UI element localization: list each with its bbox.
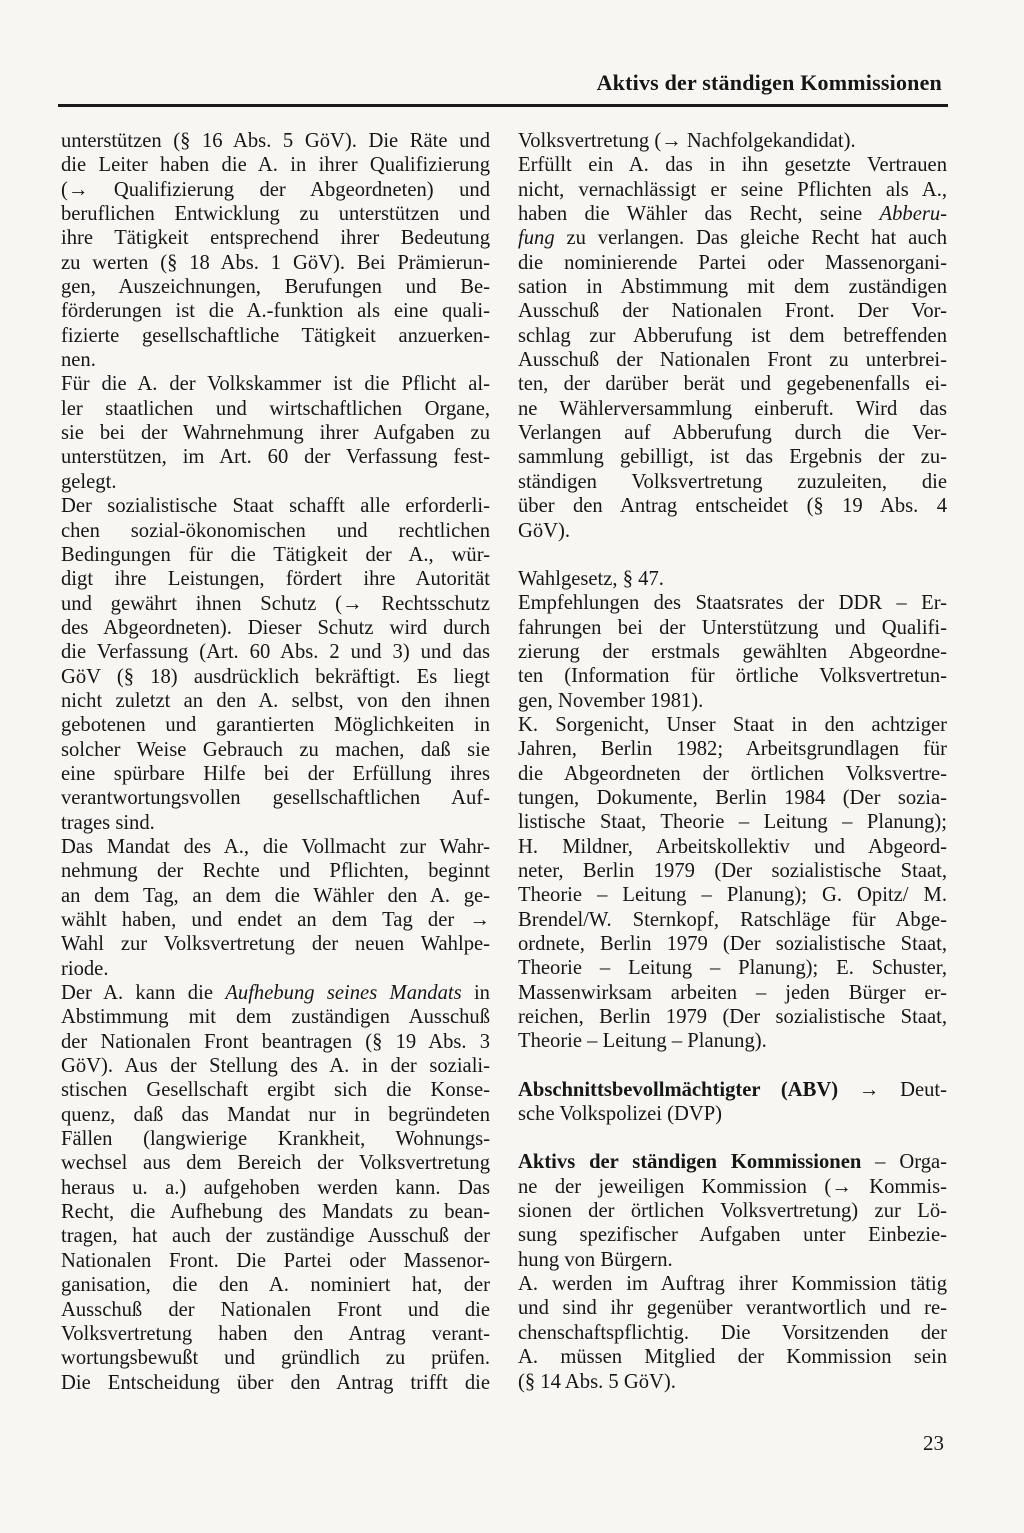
right-column bbox=[518, 129, 947, 1394]
text-line: die nominierende Partei oder Massenorgani- bbox=[518, 251, 947, 274]
italic-term: Abberu- bbox=[879, 203, 947, 226]
text-line: sation in Abstimmung mit dem zuständigen bbox=[518, 276, 947, 299]
reference-line: neter, Berlin 1979 (Der sozialistische Staat, bbox=[518, 859, 947, 882]
header-rule bbox=[58, 104, 948, 107]
reference-line: Empfehlungen des Staatsrates der DDR – Er- bbox=[518, 592, 947, 615]
text-line: fizierte gesellschaftliche Tätigkeit anzuerken- bbox=[61, 324, 490, 347]
text-line: Für die A. der Volkskammer ist die Pflicht al- bbox=[61, 373, 490, 396]
cross-reference: → Deut- bbox=[838, 1078, 947, 1101]
reference-line: Massenwirksam arbeiten – jeden Bürger er- bbox=[518, 981, 947, 1004]
aktivs-entry-line: chenschaftspflichtig. Die Vorsitzenden der bbox=[518, 1321, 947, 1344]
reference-line: H. Mildner, Arbeitskollektiv und Abgeord- bbox=[518, 835, 947, 858]
text-line: Bedingungen für die Tätigkeit der A., wür- bbox=[61, 543, 490, 566]
text-run: – Orga- bbox=[861, 1151, 947, 1174]
text-line: unterstützen, im Art. 60 der Verfassung fest- bbox=[61, 446, 490, 469]
text-line: sammlung gebilligt, ist das Ergebnis der zu- bbox=[518, 446, 947, 469]
paragraph-gap bbox=[518, 1126, 947, 1150]
aktivs-entry-line: A. werden im Auftrag ihrer Kommission tätig bbox=[518, 1273, 947, 1296]
text-line bbox=[518, 202, 947, 226]
reference-line: fahrungen bei der Unterstützung und Qualifi- bbox=[518, 616, 947, 639]
text-line: ihre Tätigkeit entsprechend ihrer Bedeutung bbox=[61, 227, 490, 250]
text-line: digt ihre Leistungen, fördert ihre Autorität bbox=[61, 568, 490, 591]
reference-line: ten (Information für örtliche Volksvertretun- bbox=[518, 665, 947, 688]
text-line: gebotenen und garantierten Möglichkeiten in bbox=[61, 714, 490, 737]
italic-term: fung bbox=[518, 227, 555, 250]
text-line bbox=[518, 226, 947, 250]
text-line: GöV). bbox=[518, 519, 571, 542]
reference-line: K. Sorgenicht, Unser Staat in den achtziger bbox=[518, 713, 947, 736]
reference-line: Jahren, Berlin 1982; Arbeitsgrundlagen für bbox=[518, 738, 947, 761]
text-line: die Leiter haben die A. in ihrer Qualifizierung bbox=[61, 154, 490, 177]
aktivs-entry-line: und sind ihr gegenüber verantwortlich und re- bbox=[518, 1297, 947, 1320]
text-line: riode. bbox=[61, 957, 109, 980]
text-line: der Nationalen Front beantragen (§ 19 Abs. 3 bbox=[61, 1030, 490, 1053]
reference-line: Brendel/W. Sternkopf, Ratschläge für Abge- bbox=[518, 908, 947, 931]
text-line: ten, der darüber berät und gegebenenfalls ei- bbox=[518, 373, 947, 396]
text-line: GöV (§ 18) ausdrücklich bekräftigt. Es liegt bbox=[61, 665, 490, 688]
reference-line: listische Staat, Theorie – Leitung – Planung); bbox=[518, 811, 947, 834]
aktivs-entry-line: sionen der örtlichen Volksvertretung) zur Lö- bbox=[518, 1200, 947, 1223]
page-number: 23 bbox=[923, 1431, 944, 1455]
text-line: wählt haben, und endet an dem Tag der → bbox=[61, 909, 490, 931]
text-line: Volksvertretung haben den Antrag verant- bbox=[61, 1322, 490, 1345]
text-line: wortungsbewußt und gründlich zu prüfen. bbox=[61, 1347, 490, 1370]
text-line: sie bei der Wahrnehmung ihrer Aufgaben zu bbox=[61, 422, 490, 445]
text-line: Der sozialistische Staat schafft alle erforderli- bbox=[61, 495, 490, 518]
text-run: Der A. kann die bbox=[61, 982, 226, 1005]
running-header-title: Aktivs der ständigen Kommissionen bbox=[596, 70, 942, 95]
text-line bbox=[61, 981, 490, 1005]
entry-term-aktivs: Aktivs der ständigen Kommissionen bbox=[518, 1151, 862, 1174]
paragraph-gap bbox=[518, 1054, 947, 1078]
text-line: tragen, hat auch der zuständige Ausschuß der bbox=[61, 1225, 490, 1248]
text-line: nehmung der Rechte und Pflichten, beginnt bbox=[61, 860, 490, 883]
aktivs-entry-line: A. müssen Mitglied der Kommission sein bbox=[518, 1346, 947, 1369]
text-line: ganisation, die den A. nominiert hat, der bbox=[61, 1274, 490, 1297]
reference-line: Theorie – Leitung – Planung). bbox=[518, 1030, 767, 1053]
text-line: Ausschuß der Nationalen Front zu unterbrei- bbox=[518, 349, 947, 372]
text-line: gen, Auszeichnungen, Berufungen und Be- bbox=[61, 276, 490, 299]
text-run: haben die Wähler das Recht, seine bbox=[518, 203, 880, 226]
text-line: nen. bbox=[61, 349, 96, 372]
aktivs-entry-line: ne der jeweiligen Kommission (→ Kommis- bbox=[518, 1175, 947, 1198]
text-line: zu werten (§ 18 Abs. 1 GöV). Bei Prämierun- bbox=[61, 251, 490, 274]
reference-line: ordnete, Berlin 1979 (Der sozialistische Staat, bbox=[518, 933, 947, 955]
text-line: ständigen Volksvertretung zuzuleiten, die bbox=[518, 470, 947, 493]
text-line: Ausschuß der Nationalen Front und die bbox=[61, 1298, 490, 1321]
abv-entry-line: sche Volkspolizei (DVP) bbox=[518, 1103, 723, 1126]
text-line: Ausschuß der Nationalen Front. Der Vor- bbox=[518, 300, 947, 323]
text-line: die Verfassung (Art. 60 Abs. 2 und 3) und das bbox=[61, 641, 490, 664]
text-line: und gewährt ihnen Schutz (→ Rechtsschutz bbox=[61, 592, 490, 615]
text-line: quenz, daß das Mandat nur in begründeten bbox=[61, 1103, 490, 1126]
reference-line: tungen, Dokumente, Berlin 1984 (Der sozia- bbox=[518, 786, 947, 809]
text-line: wechsel aus dem Bereich der Volksvertretung bbox=[61, 1152, 490, 1175]
text-line: ler staatlichen und wirtschaftlichen Organe, bbox=[61, 397, 490, 420]
reference-line: Theorie – Leitung – Planung); E. Schuster, bbox=[518, 957, 947, 980]
reference-line: Wahlgesetz, § 47. bbox=[518, 567, 664, 590]
text-line: des Abgeordneten). Dieser Schutz wird durch bbox=[61, 616, 490, 639]
text-line: Nationalen Front. Die Partei oder Massenor- bbox=[61, 1249, 490, 1272]
text-line: solcher Weise Gebrauch zu machen, daß sie bbox=[61, 738, 490, 761]
left-column bbox=[61, 129, 490, 1395]
text-line: GöV). Aus der Stellung des A. in der soziali- bbox=[61, 1055, 490, 1078]
text-line: Wahl zur Volksvertretung der neuen Wahlpe- bbox=[61, 933, 490, 956]
aktivs-entry-line: hung von Bürgern. bbox=[518, 1248, 673, 1271]
text-line: ne Wählerversammlung einberuft. Wird das bbox=[518, 397, 947, 420]
text-line: Fällen (langwierige Krankheit, Wohnungs- bbox=[61, 1128, 490, 1151]
reference-line: die Abgeordneten der örtlichen Volksvertre- bbox=[518, 762, 947, 785]
text-line: an dem Tag, an dem die Wähler den A. ge- bbox=[61, 884, 490, 907]
text-line: Die Entscheidung über den Antrag trifft die bbox=[61, 1371, 490, 1394]
text-line: chen sozial-ökonomischen und rechtlichen bbox=[61, 519, 490, 542]
text-line: Erfüllt ein A. das in ihn gesetzte Vertrauen bbox=[518, 154, 947, 177]
text-line: gelegt. bbox=[61, 470, 117, 493]
text-line: schlag zur Abberufung ist dem betreffenden bbox=[518, 324, 947, 347]
text-line: Das Mandat des A., die Vollmacht zur Wahr- bbox=[61, 835, 490, 858]
text-line: nicht zuletzt an den A. selbst, von den ihnen bbox=[61, 689, 490, 712]
text-line: nicht, vernachlässigt er seine Pflichten als A., bbox=[518, 178, 947, 201]
text-line: förderungen ist die A.-funktion als eine quali- bbox=[61, 300, 490, 323]
text-run: in bbox=[461, 982, 490, 1005]
aktivs-entry-line: (§ 14 Abs. 5 GöV). bbox=[518, 1370, 676, 1393]
abv-entry-line bbox=[518, 1078, 947, 1102]
text-line: trages sind. bbox=[61, 811, 155, 834]
text-line: eine spürbare Hilfe bei der Erfüllung ihres bbox=[61, 762, 490, 785]
aktivs-entry-line bbox=[518, 1150, 947, 1174]
text-line: heraus u. a.) aufgehoben werden kann. Das bbox=[61, 1176, 490, 1199]
text-line: Recht, die Aufhebung des Mandats zu bean- bbox=[61, 1201, 490, 1224]
text-line: Verlangen auf Abberufung durch die Ver- bbox=[518, 422, 947, 445]
text-line: über den Antrag entscheidet (§ 19 Abs. 4 bbox=[518, 495, 947, 518]
reference-line: gen, November 1981). bbox=[518, 689, 704, 712]
italic-term: Aufhebung seines Mandats bbox=[225, 982, 462, 1005]
text-line: beruflichen Entwicklung zu unterstützen und bbox=[61, 203, 490, 226]
paragraph-gap bbox=[518, 543, 947, 567]
text-line: stischen Gesellschaft ergibt sich die Konse- bbox=[61, 1079, 490, 1102]
reference-line: reichen, Berlin 1979 (Der sozialistische Staat, bbox=[518, 1006, 947, 1029]
text-run: zu verlangen. Das gleiche Recht hat auch bbox=[554, 227, 947, 250]
text-line: (→ Qualifizierung der Abgeordneten) und bbox=[61, 178, 490, 201]
text-line: Volksvertretung (→ Nachfolgekandidat). bbox=[518, 130, 856, 152]
entry-term-abv: Abschnittsbevollmächtigter (ABV) bbox=[518, 1078, 839, 1101]
text-line: Abstimmung mit dem zuständigen Ausschuß bbox=[61, 1006, 490, 1029]
aktivs-entry-line: sung spezifischer Aufgaben unter Einbezie- bbox=[518, 1224, 947, 1247]
text-line: verantwortungsvollen gesellschaftlichen Auf- bbox=[61, 787, 490, 810]
reference-line: zierung der erstmals gewählten Abgeordne- bbox=[518, 640, 947, 663]
text-line: unterstützen (§ 16 Abs. 5 GöV). Die Räte und bbox=[61, 130, 490, 152]
reference-line: Theorie – Leitung – Planung); G. Opitz/ M. bbox=[518, 884, 947, 907]
